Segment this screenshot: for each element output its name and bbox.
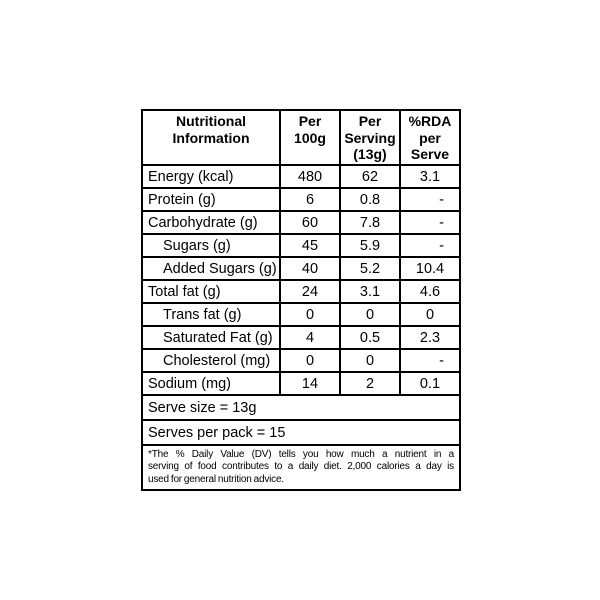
value-rda-per-serve: 2.3 xyxy=(400,326,460,349)
row-label: Energy (kcal) xyxy=(142,165,280,188)
table-row-cholesterol xyxy=(142,349,460,372)
nutrition-table-container xyxy=(141,109,459,491)
row-label: Added Sugars (g) xyxy=(142,257,280,280)
serve-size-text: Serve size = 13g xyxy=(142,395,460,420)
value-per-serving: 5.9 xyxy=(340,234,400,257)
value-per-serving: 0.5 xyxy=(340,326,400,349)
value-rda-per-serve: 0 xyxy=(400,303,460,326)
footnote-line-1: *The % Daily Value (DV) tells you how much a nutrient in a xyxy=(148,449,454,460)
value-per-100g: 0 xyxy=(280,349,340,372)
value-per-serving: 7.8 xyxy=(340,211,400,234)
value-per-100g: 480 xyxy=(280,165,340,188)
value-per-100g: 0 xyxy=(280,303,340,326)
row-label: Cholesterol (mg) xyxy=(142,349,280,372)
value-rda-per-serve: - xyxy=(400,188,460,211)
footnote-line-2: serving of food contributes to a daily diet. 2,000 calories a day is xyxy=(148,461,454,473)
header-per-serving: Per Serving (13g) xyxy=(340,110,400,165)
row-label: Saturated Fat (g) xyxy=(142,326,280,349)
value-per-100g: 45 xyxy=(280,234,340,257)
value-per-100g: 24 xyxy=(280,280,340,303)
table-row-saturated-fat xyxy=(142,326,460,349)
table-row-trans-fat xyxy=(142,303,460,326)
value-per-serving: 0.8 xyxy=(340,188,400,211)
value-rda-per-serve: 0.1 xyxy=(400,372,460,395)
footnote-row xyxy=(142,445,460,490)
header-per-100g: Per 100g xyxy=(280,110,340,165)
table-row-protein xyxy=(142,188,460,211)
row-label: Trans fat (g) xyxy=(142,303,280,326)
footnote xyxy=(142,445,460,490)
table-row-total-fat xyxy=(142,280,460,303)
serves-per-pack-text: Serves per pack = 15 xyxy=(142,420,460,445)
table-row-carbohydrate xyxy=(142,211,460,234)
value-rda-per-serve: 4.6 xyxy=(400,280,460,303)
value-rda-per-serve: - xyxy=(400,211,460,234)
footnote-line-3: used for general nutrition advice. xyxy=(148,473,284,485)
value-rda-per-serve: 10.4 xyxy=(400,257,460,280)
table-row-sugars xyxy=(142,234,460,257)
serves-per-pack-row xyxy=(142,420,460,445)
value-rda-per-serve: - xyxy=(400,349,460,372)
table-row-energy xyxy=(142,165,460,188)
row-label: Total fat (g) xyxy=(142,280,280,303)
value-per-serving: 5.2 xyxy=(340,257,400,280)
value-per-100g: 14 xyxy=(280,372,340,395)
row-label: Sugars (g) xyxy=(142,234,280,257)
header-nutritional-information: Nutritional Information xyxy=(142,110,280,165)
value-per-serving: 0 xyxy=(340,303,400,326)
value-per-100g: 4 xyxy=(280,326,340,349)
value-per-100g: 6 xyxy=(280,188,340,211)
value-per-100g: 40 xyxy=(280,257,340,280)
value-per-serving: 0 xyxy=(340,349,400,372)
table-row-sodium xyxy=(142,372,460,395)
value-per-serving: 3.1 xyxy=(340,280,400,303)
row-label: Protein (g) xyxy=(142,188,280,211)
header-row xyxy=(142,110,460,165)
value-per-100g: 60 xyxy=(280,211,340,234)
value-rda-per-serve: 3.1 xyxy=(400,165,460,188)
value-rda-per-serve: - xyxy=(400,234,460,257)
table-row-added-sugars xyxy=(142,257,460,280)
header-rda-per-serve: %RDA per Serve xyxy=(400,110,460,165)
value-per-serving: 62 xyxy=(340,165,400,188)
value-per-serving: 2 xyxy=(340,372,400,395)
serve-size-row xyxy=(142,395,460,420)
nutrition-facts-table xyxy=(141,109,461,491)
row-label: Sodium (mg) xyxy=(142,372,280,395)
row-label: Carbohydrate (g) xyxy=(142,211,280,234)
